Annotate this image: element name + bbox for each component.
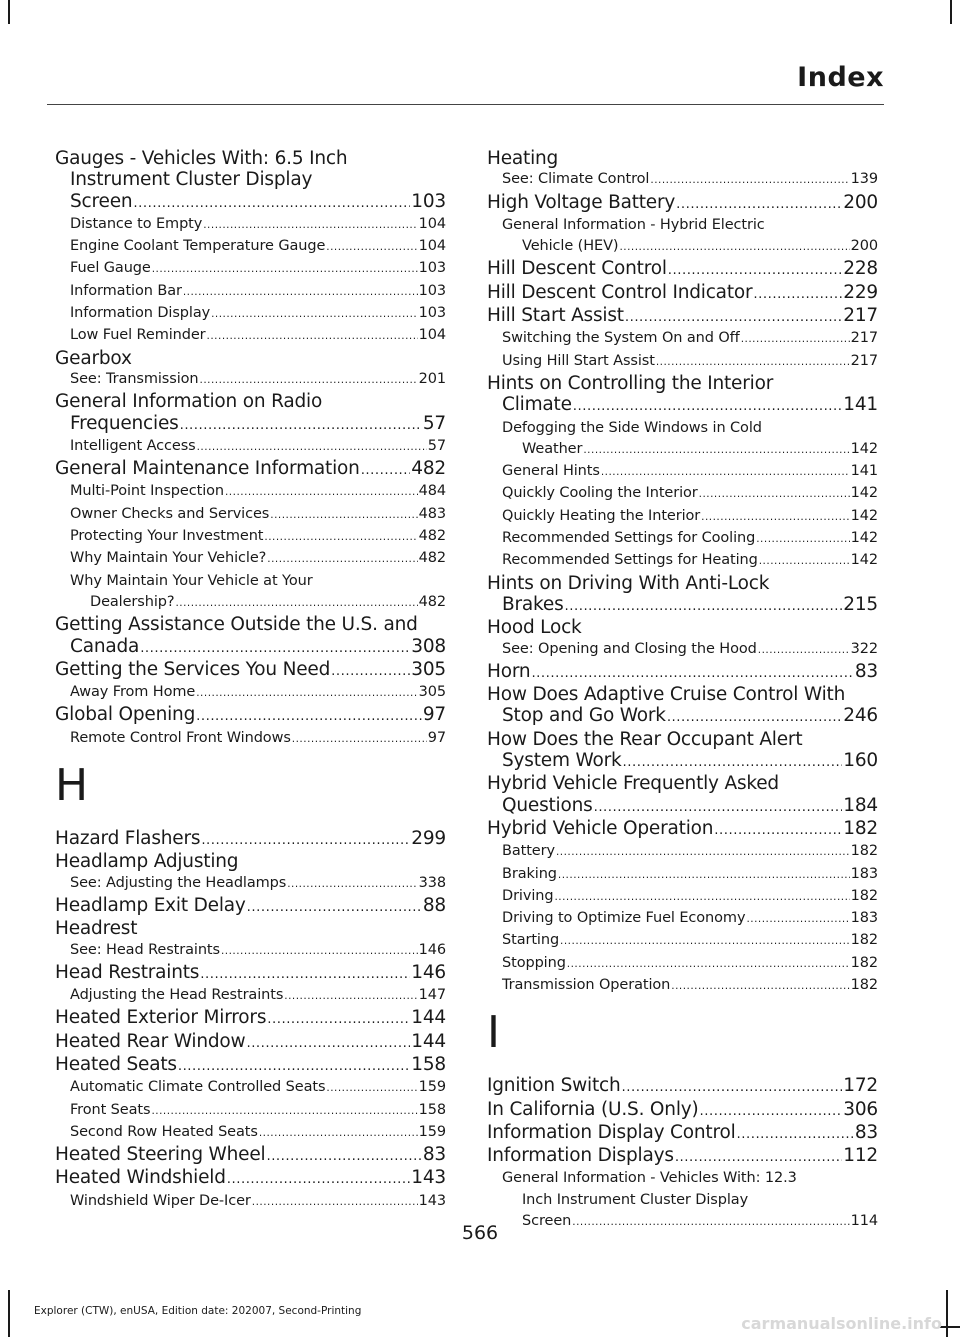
- index-entry[interactable]: Heated Rear Window ..... 144: [55, 1031, 446, 1054]
- index-subentry[interactable]: Remote Control Front Windows ..... 97: [55, 728, 446, 750]
- index-entry[interactable]: How Does the Rear Occupant Alert System Work ..... 160: [487, 729, 878, 774]
- index-subentry[interactable]: General Information - Hybrid Electric Vehicle (HEV) ..... 200: [487, 215, 878, 259]
- index-column-left: [55, 148, 446, 1213]
- index-entry[interactable]: Heated Windshield ..... 143: [55, 1167, 446, 1190]
- index-entry[interactable]: Heated Exterior Mirrors ..... 144: [55, 1007, 446, 1030]
- index-subentry[interactable]: Information Bar ..... 103: [55, 281, 446, 303]
- index-subentry[interactable]: Why Maintain Your Vehicle? ..... 482: [55, 548, 446, 570]
- index-subentry[interactable]: Why Maintain Your Vehicle at Your Dealership? ..... 482: [55, 571, 446, 615]
- header-divider: [47, 104, 884, 105]
- index-subentry[interactable]: Information Display ..... 103: [55, 303, 446, 325]
- index-entry[interactable]: Head Restraints ..... 146: [55, 962, 446, 985]
- index-subentry[interactable]: Protecting Your Investment ..... 482: [55, 526, 446, 548]
- index-subentry[interactable]: Adjusting the Head Restraints ..... 147: [55, 985, 446, 1007]
- index-subentry[interactable]: Intelligent Access ..... 57: [55, 436, 446, 458]
- index-entry[interactable]: Hints on Driving With Anti-Lock Brakes ..... 215: [487, 573, 878, 618]
- section-letter-h: H: [55, 760, 89, 812]
- index-subentry[interactable]: General Information - Vehicles With: 12.3 Inch Instrument Cluster Display Screen ..... 114: [487, 1168, 878, 1233]
- index-entry[interactable]: Horn ..... 83: [487, 661, 878, 684]
- index-subentry[interactable]: Low Fuel Reminder ..... 104: [55, 325, 446, 347]
- index-entry[interactable]: Headlamp Exit Delay ..... 88: [55, 895, 446, 918]
- index-entry[interactable]: Getting Assistance Outside the U.S. and Canada ..... 308: [55, 614, 446, 659]
- index-entry[interactable]: Hill Start Assist ..... 217: [487, 305, 878, 328]
- index-heading: Heating: [487, 148, 559, 169]
- index-entry[interactable]: How Does Adaptive Cruise Control With Stop and Go Work ..... 246: [487, 684, 878, 729]
- index-subentry[interactable]: Driving to Optimize Fuel Economy ..... 183: [487, 908, 878, 930]
- crop-mark-top-left: [8, 0, 10, 24]
- index-subentry[interactable]: Driving ..... 182: [487, 886, 878, 908]
- crop-mark-top-right: [950, 0, 952, 24]
- index-entry[interactable]: Hints on Controlling the Interior Climate ..... 141: [487, 373, 878, 418]
- index-subentry[interactable]: Distance to Empty ..... 104: [55, 214, 446, 236]
- index-entry[interactable]: General Information on Radio Frequencies ..... 57: [55, 391, 446, 436]
- index-subentry[interactable]: Defogging the Side Windows in Cold Weather ..... 142: [487, 418, 878, 462]
- index-entry[interactable]: Ignition Switch ..... 172: [487, 1075, 878, 1098]
- index-subentry[interactable]: Second Row Heated Seats ..... 159: [55, 1122, 446, 1144]
- index-heading: Hood Lock: [487, 617, 582, 639]
- index-entry[interactable]: Gauges - Vehicles With: 6.5 Inch Instrument Cluster Display Screen ..... 103: [55, 148, 446, 214]
- index-subentry[interactable]: Stopping ..... 182: [487, 953, 878, 975]
- index-column-right: [487, 148, 878, 1233]
- index-entry[interactable]: Heated Seats ..... 158: [55, 1054, 446, 1077]
- index-entry[interactable]: General Maintenance Information ..... 482: [55, 458, 446, 481]
- index-subentry[interactable]: Transmission Operation ..... 182: [487, 975, 878, 997]
- section-letter-i: I: [487, 1007, 500, 1059]
- index-entry[interactable]: Getting the Services You Need ..... 305: [55, 659, 446, 682]
- index-subentry[interactable]: Quickly Cooling the Interior ..... 142: [487, 483, 878, 505]
- index-subentry[interactable]: Braking ..... 183: [487, 864, 878, 886]
- index-subentry[interactable]: See: Climate Control ..... 139: [487, 169, 878, 191]
- index-heading: Gearbox: [55, 347, 132, 369]
- index-heading: Headrest: [55, 918, 138, 940]
- index-subentry[interactable]: See: Head Restraints ..... 146: [55, 940, 446, 962]
- index-subentry[interactable]: Fuel Gauge ..... 103: [55, 258, 446, 280]
- index-subentry[interactable]: Automatic Climate Controlled Seats ..... 159: [55, 1077, 446, 1099]
- index-entry[interactable]: Heated Steering Wheel ..... 83: [55, 1144, 446, 1167]
- index-subentry[interactable]: Recommended Settings for Cooling ..... 142: [487, 528, 878, 550]
- index-subentry[interactable]: Recommended Settings for Heating ..... 142: [487, 550, 878, 572]
- index-subentry[interactable]: Front Seats ..... 158: [55, 1100, 446, 1122]
- index-subentry[interactable]: Engine Coolant Temperature Gauge ..... 104: [55, 236, 446, 258]
- page-number: 566: [461, 1222, 499, 1244]
- index-entry[interactable]: High Voltage Battery ..... 200: [487, 192, 878, 215]
- index-heading: Headlamp Adjusting: [55, 851, 239, 873]
- index-entry[interactable]: Hazard Flashers ..... 299: [55, 828, 446, 851]
- index-subentry[interactable]: Owner Checks and Services ..... 483: [55, 504, 446, 526]
- watermark: carmanualsonline.info: [741, 1314, 942, 1333]
- index-subentry[interactable]: Away From Home ..... 305: [55, 682, 446, 704]
- index-subentry[interactable]: See: Transmission ..... 201: [55, 369, 446, 391]
- crop-mark-bottom-right: [946, 1290, 948, 1337]
- index-subentry[interactable]: Using Hill Start Assist ..... 217: [487, 351, 878, 373]
- index-entry[interactable]: Hill Descent Control ..... 228: [487, 258, 878, 281]
- index-subentry[interactable]: See: Opening and Closing the Hood ..... 322: [487, 639, 878, 661]
- index-entry[interactable]: Hybrid Vehicle Frequently Asked Questions ..... 184: [487, 773, 878, 818]
- index-subentry[interactable]: See: Adjusting the Headlamps ..... 338: [55, 873, 446, 895]
- index-entry[interactable]: Hill Descent Control Indicator ..... 229: [487, 282, 878, 305]
- index-entry[interactable]: Information Display Control ..... 83: [487, 1122, 878, 1145]
- index-subentry[interactable]: Starting ..... 182: [487, 930, 878, 952]
- index-subentry[interactable]: Multi-Point Inspection ..... 484: [55, 481, 446, 503]
- footer-edition-info: Explorer (CTW), enUSA, Edition date: 202007, Second-Printing: [34, 1305, 362, 1317]
- index-subentry[interactable]: Switching the System On and Off ..... 217: [487, 328, 878, 350]
- index-subentry[interactable]: Windshield Wiper De-Icer ..... 143: [55, 1191, 446, 1213]
- index-subentry[interactable]: Quickly Heating the Interior ..... 142: [487, 506, 878, 528]
- index-entry[interactable]: In California (U.S. Only) ..... 306: [487, 1099, 878, 1122]
- crop-mark-bottom-left: [8, 1290, 10, 1337]
- index-subentry[interactable]: Battery ..... 182: [487, 841, 878, 863]
- index-entry[interactable]: Global Opening ..... 97: [55, 704, 446, 727]
- index-subentry[interactable]: General Hints ..... 141: [487, 461, 878, 483]
- index-entry[interactable]: Information Displays ..... 112: [487, 1145, 878, 1168]
- page-title: Index: [797, 62, 884, 93]
- index-entry[interactable]: Hybrid Vehicle Operation ..... 182: [487, 818, 878, 841]
